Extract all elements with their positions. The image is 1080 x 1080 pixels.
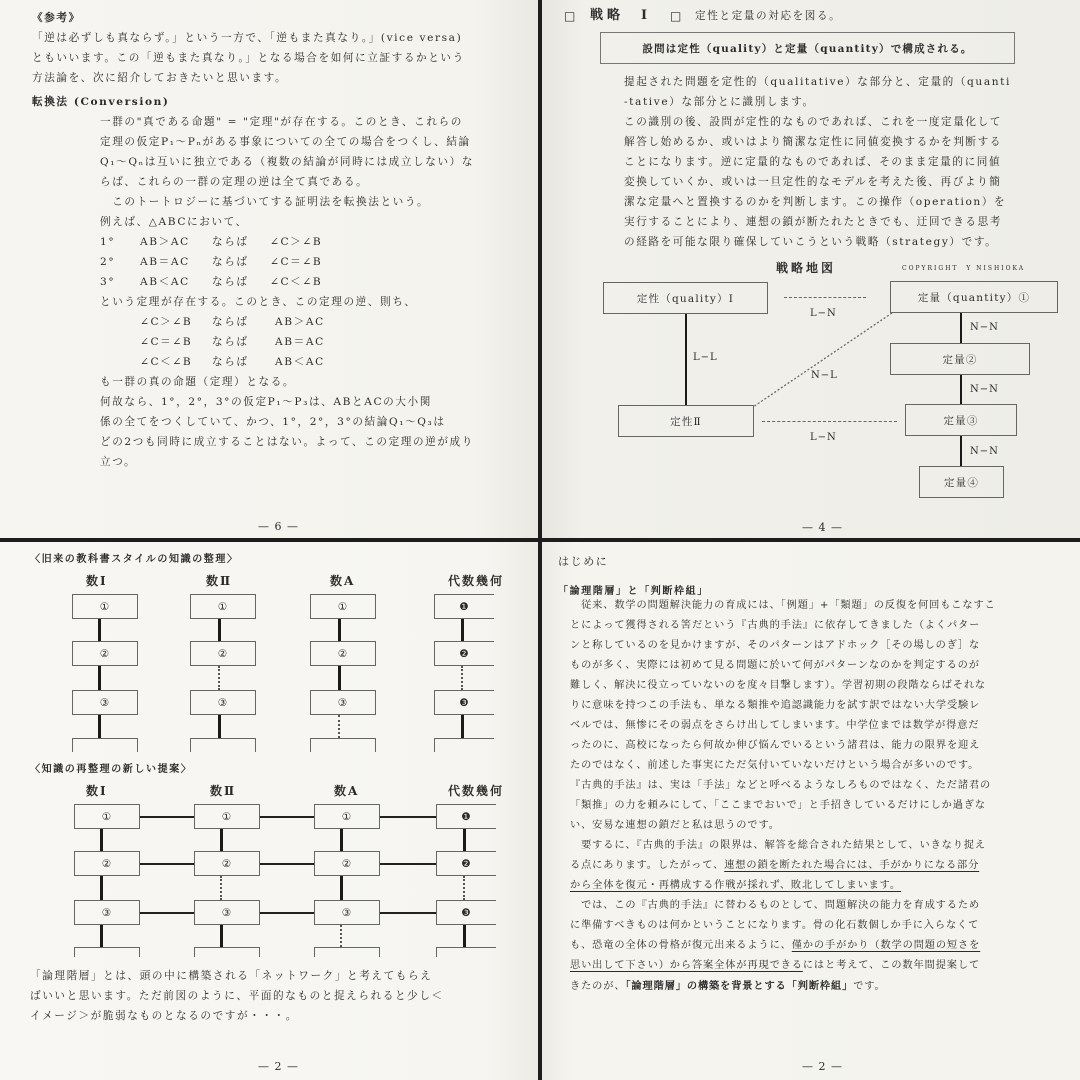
node-circle-1: ① [72,594,138,619]
paragraph-line: 難しく、解決に役立っていないのを度々目撃します）。学習初期の段階ならばそれな [570,680,987,691]
page-6-conversion-method [0,0,540,540]
node-partial [310,738,376,752]
column-header: 数A [330,574,356,588]
paragraph-line: では、この『古典的手法』に替わるものとして、問題解決の能力を育成するため [570,900,981,911]
caption-line: ばいいと思います。ただ前図のように、平面的なものと捉えられると少し＜ [30,990,444,1002]
page-2-introduction [540,540,1080,1080]
node-quantity-3: 定量③ [905,404,1017,436]
node-black-circle-1: ❶ [434,594,494,619]
link-horizontal [260,816,314,818]
paragraph-line: ベルでは、無惨にその弱点をさらけ出してしまいます。中学位までは数学が得意だ [570,720,980,731]
node-black-circle-1: ❶ [436,804,496,829]
node-quantity-2: 定量② [890,343,1030,375]
reference-heading: 《参考》 [32,12,81,24]
case-result: ∠C＜∠B [270,276,323,288]
node-circle-3: ③ [194,900,260,925]
node-circle-3: ③ [190,690,256,715]
body-line: という定理が存在する。このとき、この定理の逆、則ち、 [100,296,417,308]
body-line: 潔な定量へと置換するのかを判断します。この操作（operation）を [624,196,1007,208]
link-horizontal [260,912,314,914]
link-dotted [340,925,344,947]
case-premise: AB＞AC [140,236,190,248]
link-horizontal [380,816,436,818]
intro-line: ともいいます。この「逆もまた真なり。」となる場合を如何に立証するかという [32,52,465,64]
page-number: — 2 — [802,1060,843,1073]
text-underlined: 思い出して下さい）から答案全体が再現できる [570,960,803,971]
body-line: Q₁～Qₙは互いに独立である（複数の結論が同時には成立しない）な [100,156,475,168]
case-condition: ならば [212,276,249,288]
link-solid [100,876,103,900]
edge-quantity1-quality2 [750,310,895,410]
boxed-statement: 設問は定性（quality）と定量（quantity）で構成される。 [600,32,1015,64]
column-header: 数Ⅱ [206,574,233,588]
edge-label: N−N [970,322,999,333]
column-header: 数Ⅰ [86,574,108,588]
link-solid [100,829,103,851]
strategy-title: 戦略 Ⅰ [590,8,652,23]
link-horizontal [140,816,194,818]
strategy-marker: □ [564,9,577,23]
edge-quality1-quality2 [685,314,687,405]
edge-label: N−L [811,370,838,381]
body-line: 何故なら、1°，2°，3°の仮定P₁～P₃は、ABとACの大小関 [100,396,432,408]
paragraph-line: りに意味を持つこの手法も、単なる類推や追認識能力を試す訳ではない大学受験レ [570,700,981,711]
node-quantity-4: 定量④ [919,466,1004,498]
node-partial [190,738,256,752]
paragraph-1 [570,596,996,997]
text-plain: にはと考えて、この数年間提案して [802,960,981,971]
paragraph-line: ンと称しているのを見かけますが、そのパターンはアドホック［その場しのぎ］な [570,640,981,651]
node-black-circle-2: ❷ [436,851,496,876]
column-header: 数A [334,784,360,798]
caption-line: 「論理階層」とは、頭の中に構築される「ネットワーク」と考えてもらえ [30,970,433,982]
body-line: 係の全てをつくしていて、かつ、1°，2°，3°の結論Q₁～Q₃は [100,416,446,428]
body-line: 一群の"真である命題" = "定理"が存在する。このとき、これらの [100,116,463,128]
link-solid [463,829,466,851]
paragraph-line [570,876,996,896]
paragraph-line: 要するに、『古典的手法』の限界は、解答を総合された結果として、いきなり捉え [570,840,987,851]
paragraph-line: 「類推」の力を頼みにして、「ここまでおいで」と手招きしているだけにしか過ぎな [570,800,987,811]
strategy-subtitle: 定性と定量の対応を図る。 [695,10,842,22]
converse-condition: ならば [212,316,249,328]
converse-premise: ∠C＜∠B [140,356,193,368]
edge-quantity1-quantity2 [960,313,962,343]
body-line: らば、これらの一群の定理の逆は全て真である。 [100,176,369,188]
paragraph-line: たのではなく、前述した事実にただ気付いていないだけという場合が多いのです。 [570,760,980,771]
link-solid [218,619,221,641]
case-condition: ならば [212,256,249,268]
edge-label: L−N [810,308,837,319]
paragraph-line: に準備すべきものは何かということになります。骨の化石数個しか手に入らなくて [570,920,980,931]
link-solid [100,925,103,947]
edge-label: N−N [970,446,999,457]
node-partial [74,947,140,957]
body-line: 解答し始めるか、或いはより簡潔な定性に同値変換するかを判断する [624,136,1003,148]
node-black-circle-3: ❸ [436,900,496,925]
node-circle-1: ① [74,804,140,829]
edge-label: N−N [970,384,999,395]
body-line: 例えば、△ABCにおいて、 [100,216,248,228]
text-bold: 「論理階層」の構築を背景とする「判断枠組」 [625,980,854,992]
text-plain: きたのが、 [570,981,626,992]
node-partial [194,947,260,957]
edge-quantity3-quantity4 [960,436,962,466]
converse-premise: ∠C＝∠B [140,336,193,348]
body-line: 定理の仮定P₁～Pₙがある事象についての全ての場合をつくし、結論 [100,136,471,148]
text-underlined: から全体を復元・再構成する作戦が採れず、敗北してしまいます。 [570,880,901,891]
section-title: 「論理階層」と「判断枠組」 [558,586,709,597]
body-line: -tative）な部分とに識別します。 [624,96,815,108]
case-number: 3° [100,276,116,288]
column-header: 数Ⅱ [210,784,237,798]
node-circle-2: ② [314,851,380,876]
body-line: このトートロジーに基づいてする証明法を転換法という。 [100,196,430,208]
body-line: の経路を可能な限り確保していこうという戦略（strategy）です。 [624,236,998,248]
link-dotted [220,876,224,900]
diagram-old-title: 〈旧来の教科書スタイルの知識の整理〉 [30,554,239,565]
node-circle-1: ① [190,594,256,619]
case-result: ∠C＝∠B [270,256,323,268]
link-solid [218,715,221,738]
node-circle-3: ③ [72,690,138,715]
node-circle-3: ③ [310,690,376,715]
node-circle-2: ② [74,851,140,876]
link-solid [463,925,466,947]
text-plain: る点にあります。したがって、 [570,860,725,871]
node-circle-2: ② [310,641,376,666]
link-dotted [463,876,467,900]
page-divider-horizontal [0,538,1080,542]
case-result: ∠C＞∠B [270,236,323,248]
link-solid [338,666,341,690]
paragraph-line: とによって獲得される筈だという『古典的手法』に依存してきました（よくパター [570,620,981,631]
text-underlined: 連想の鎖を断たれた場合には、手がかりになる部分 [724,860,980,871]
paragraph-line: 従来、数学の問題解決能力の育成には、「例題」+「類題」の反復を何回もこなすこ [570,600,996,611]
link-solid [340,829,343,851]
node-circle-2: ② [194,851,260,876]
node-black-circle-2: ❷ [434,641,494,666]
node-quality-1: 定性（quality）Ⅰ [603,282,768,314]
body-line: ことになります。逆に定量的なものであれば、そのまま定量的に同値 [624,156,1002,168]
node-circle-1: ① [310,594,376,619]
node-quantity-1: 定量（quantity）① [890,281,1058,313]
link-solid [220,925,223,947]
node-circle-2: ② [190,641,256,666]
converse-premise: ∠C＞∠B [140,316,193,328]
node-circle-3: ③ [314,900,380,925]
link-solid [98,619,101,641]
case-condition: ならば [212,236,249,248]
node-black-circle-3: ❸ [434,690,494,715]
link-dotted [461,666,465,690]
strategy-marker: □ [670,9,683,23]
body-line: も一群の真の命題（定理）となる。 [100,376,296,388]
paragraph-line: ものが多く、実際には初めて見る問題に於いて何がパターンなのかを判定するのが [570,660,980,671]
paragraph-line: い、安易な連想の鎖だと私は思うのです。 [570,820,780,831]
paragraph-line: ったのに、高校になったら何故か伸び悩んでいるという諸君は、能力の限界を迎え [570,740,981,751]
column-header: 代数幾何 [448,784,505,798]
link-dotted [218,666,222,690]
body-line: 立つ。 [100,456,137,468]
link-solid [340,876,343,900]
converse-result: AB＞AC [275,316,325,328]
column-header: 数Ⅰ [86,784,108,798]
link-solid [220,829,223,851]
link-horizontal [140,863,194,865]
page-number: — 6 — [258,520,299,533]
link-horizontal [380,863,436,865]
body-line: どの2つも同時に成立することはない。よって、この定理の逆が成り [100,436,474,448]
body-line: 提起された問題を定性的（qualitative）な部分と、定量的（quanti [624,76,1012,88]
node-circle-1: ① [194,804,260,829]
node-circle-3: ③ [74,900,140,925]
caption-line: イメージ＞が脆弱なものとなるのですが・・・。 [30,1010,298,1022]
converse-condition: ならば [212,356,249,368]
page-number: — 2 — [258,1060,299,1073]
section-title-conversion: 転換法 (Conversion) [32,96,170,108]
link-solid [98,715,101,738]
node-partial [72,738,138,752]
column-header: 代数幾何 [448,574,505,588]
node-partial [434,738,494,752]
page-number: — 4 — [802,521,843,534]
text-plain: も、恐竜の全体の骨格が復元出来るように、 [570,940,792,951]
paragraph-line [570,976,996,997]
converse-condition: ならば [212,336,249,348]
edge-quantity2-quantity3 [960,375,962,404]
link-solid [338,619,341,641]
node-partial [436,947,496,957]
text-underlined: 僅かの手がかり（数学の問題の短さを [791,940,981,951]
case-number: 2° [100,256,116,268]
link-solid [461,715,464,738]
body-line: この識別の後、設問が定性的なものであれば、これを一度定量化して [624,116,1003,128]
node-circle-1: ① [314,804,380,829]
map-title: 戦略地図 [776,261,837,275]
case-premise: AB＝AC [140,256,190,268]
page-2-knowledge-diagrams [0,540,540,1080]
edge-label: L−L [693,352,718,363]
link-solid [461,619,464,641]
intro-heading: はじめに [558,555,609,568]
edge-label: L−N [810,432,837,443]
node-circle-2: ② [72,641,138,666]
paragraph-line [570,856,996,876]
body-line: 変換していくか、或いは一旦定性的なモデルを考えた後、再びより簡 [624,176,1002,188]
edge-quality2-quantity3 [762,421,897,422]
paragraph-line: 『古典的手法』は、実は「手法」などと呼べるようなしろものではなく、ただ諸君の [570,780,992,791]
node-quality-2: 定性Ⅱ [618,405,754,437]
edge-quality1-quantity1 [784,297,866,298]
link-horizontal [260,863,314,865]
intro-line: 方法論を、次に紹介しておきたいと思います。 [32,72,288,84]
case-number: 1° [100,236,116,248]
node-partial [314,947,380,957]
map-copyright: COPYRIGHT Y NISHIOKA [902,265,1026,272]
link-horizontal [380,912,436,914]
case-premise: AB＜AC [140,276,190,288]
paragraph-line [570,936,996,956]
diagram-new-title: 〈知識の再整理の新しい提案〉 [30,764,193,775]
converse-result: AB＜AC [275,356,325,368]
page-4-strategy-map [540,0,1080,540]
text-plain: です。 [853,981,886,992]
link-dotted [338,715,342,738]
body-line: 実行することにより、連想の鎖が断たれたときでも、迂回できる思考 [624,216,1003,228]
link-horizontal [140,912,194,914]
link-solid [98,666,101,690]
intro-line: 「逆は必ずしも真ならず。」という一方で、「逆もまた真なり。」(vice versa) [32,32,463,44]
converse-result: AB＝AC [275,336,325,348]
paragraph-line [570,956,996,976]
